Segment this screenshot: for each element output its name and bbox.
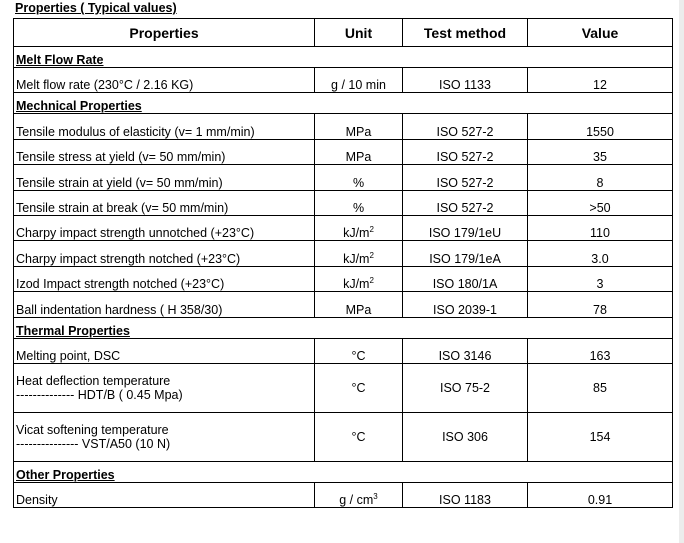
property-name: Vicat softening temperature <box>16 422 169 437</box>
property-cell <box>14 292 315 317</box>
value-cell: 0.91 <box>528 482 673 507</box>
unit-cell <box>315 114 403 139</box>
table-row <box>14 338 673 363</box>
test-method-cell: ISO 527-2 <box>403 114 528 139</box>
unit-text: MPa <box>345 150 372 165</box>
table-row <box>14 266 673 291</box>
value-cell: 78 <box>528 292 673 317</box>
property-cell <box>14 266 315 291</box>
property-name: Tensile modulus of elasticity (v= 1 mm/min) <box>16 124 255 139</box>
property-cell <box>14 114 315 139</box>
section-title: Melt Flow Rate <box>14 47 673 68</box>
test-method-cell: ISO 179/1eA <box>403 241 528 266</box>
property-cell <box>14 241 315 266</box>
table-row <box>14 292 673 317</box>
property-name: Melt flow rate (230°C / 2.16 KG) <box>16 78 194 93</box>
property-cell <box>14 412 315 461</box>
property-name: Tensile stress at yield (v= 50 mm/min) <box>16 150 226 165</box>
section-row <box>14 47 673 68</box>
property-cell <box>14 68 315 93</box>
unit-cell <box>315 363 403 412</box>
header-test-method: Test method <box>403 19 528 47</box>
property-name: Heat deflection temperature <box>16 373 171 388</box>
property-condition: --------------- VST/A50 (10 N) <box>16 436 171 451</box>
value-cell: 85 <box>528 363 673 412</box>
test-method-cell: ISO 527-2 <box>403 190 528 215</box>
unit-exponent: 2 <box>369 225 374 235</box>
header-properties: Properties <box>14 19 315 47</box>
property-name: Tensile strain at yield (v= 50 mm/min) <box>16 175 223 190</box>
unit-text: °C <box>351 380 366 395</box>
property-name: Density <box>16 493 58 508</box>
table-caption: Properties ( Typical values) <box>15 1 177 15</box>
table-row <box>14 165 673 190</box>
unit-text: % <box>352 200 365 215</box>
property-name: Charpy impact strength unnotched (+23°C) <box>16 226 255 241</box>
value-cell: 35 <box>528 139 673 164</box>
section-row <box>14 461 673 482</box>
table-row <box>14 190 673 215</box>
property-cell <box>14 165 315 190</box>
property-condition: -------------- HDT/B ( 0.45 Mpa) <box>16 387 183 402</box>
test-method-cell: ISO 3146 <box>403 338 528 363</box>
unit-cell <box>315 139 403 164</box>
unit-text: °C <box>351 348 366 363</box>
property-cell <box>14 363 315 412</box>
property-name: Ball indentation hardness ( H 358/30) <box>16 302 223 317</box>
section-row <box>14 93 673 114</box>
property-name: Tensile strain at break (v= 50 mm/min) <box>16 200 229 215</box>
unit-exponent: 3 <box>373 492 378 502</box>
unit-text: kJ/m <box>343 251 370 266</box>
unit-cell <box>315 338 403 363</box>
header-row <box>14 19 673 47</box>
property-name: Izod Impact strength notched (+23°C) <box>16 277 225 292</box>
property-cell <box>14 190 315 215</box>
test-method-cell: ISO 527-2 <box>403 139 528 164</box>
unit-text: MPa <box>345 124 372 139</box>
unit-text: °C <box>351 429 366 444</box>
unit-cell <box>315 482 403 507</box>
table-row <box>14 68 673 93</box>
test-method-cell: ISO 527-2 <box>403 165 528 190</box>
property-cell <box>14 139 315 164</box>
table-row <box>14 114 673 139</box>
table-row <box>14 215 673 240</box>
value-cell: 154 <box>528 412 673 461</box>
test-method-cell: ISO 1183 <box>403 482 528 507</box>
test-method-cell: ISO 1133 <box>403 68 528 93</box>
value-cell: 163 <box>528 338 673 363</box>
value-cell: 8 <box>528 165 673 190</box>
unit-text: kJ/m <box>343 226 370 241</box>
section-row <box>14 317 673 338</box>
unit-cell <box>315 68 403 93</box>
value-cell: 1550 <box>528 114 673 139</box>
value-cell: 12 <box>528 68 673 93</box>
property-name: Melting point, DSC <box>16 348 121 363</box>
section-title: Mechnical Properties <box>14 93 673 114</box>
unit-cell <box>315 190 403 215</box>
unit-cell <box>315 412 403 461</box>
test-method-cell: ISO 306 <box>403 412 528 461</box>
header-value: Value <box>528 19 673 47</box>
unit-text: g / cm <box>339 493 374 508</box>
unit-cell <box>315 215 403 240</box>
test-method-cell: ISO 180/1A <box>403 266 528 291</box>
table-row <box>14 412 673 461</box>
table-row <box>14 241 673 266</box>
unit-text: kJ/m <box>343 277 370 292</box>
unit-exponent: 2 <box>369 275 374 285</box>
unit-text: % <box>352 175 365 190</box>
value-cell: >50 <box>528 190 673 215</box>
unit-cell <box>315 165 403 190</box>
value-cell: 110 <box>528 215 673 240</box>
property-name: Charpy impact strength notched (+23°C) <box>16 251 241 266</box>
unit-cell <box>315 241 403 266</box>
unit-text: MPa <box>345 302 372 317</box>
table-row <box>14 482 673 507</box>
test-method-cell: ISO 2039-1 <box>403 292 528 317</box>
table-row <box>14 363 673 412</box>
test-method-cell: ISO 179/1eU <box>403 215 528 240</box>
property-cell <box>14 215 315 240</box>
table-row <box>14 139 673 164</box>
property-cell <box>14 338 315 363</box>
header-unit: Unit <box>315 19 403 47</box>
unit-text: g / 10 min <box>331 78 386 93</box>
unit-cell <box>315 292 403 317</box>
value-cell: 3 <box>528 266 673 291</box>
value-cell: 3.0 <box>528 241 673 266</box>
unit-cell <box>315 266 403 291</box>
properties-table <box>13 18 673 508</box>
section-title: Other Properties <box>14 461 673 482</box>
section-title: Thermal Properties <box>14 317 673 338</box>
property-cell <box>14 482 315 507</box>
test-method-cell: ISO 75-2 <box>403 363 528 412</box>
window-edge <box>679 0 684 543</box>
unit-exponent: 2 <box>369 250 374 260</box>
